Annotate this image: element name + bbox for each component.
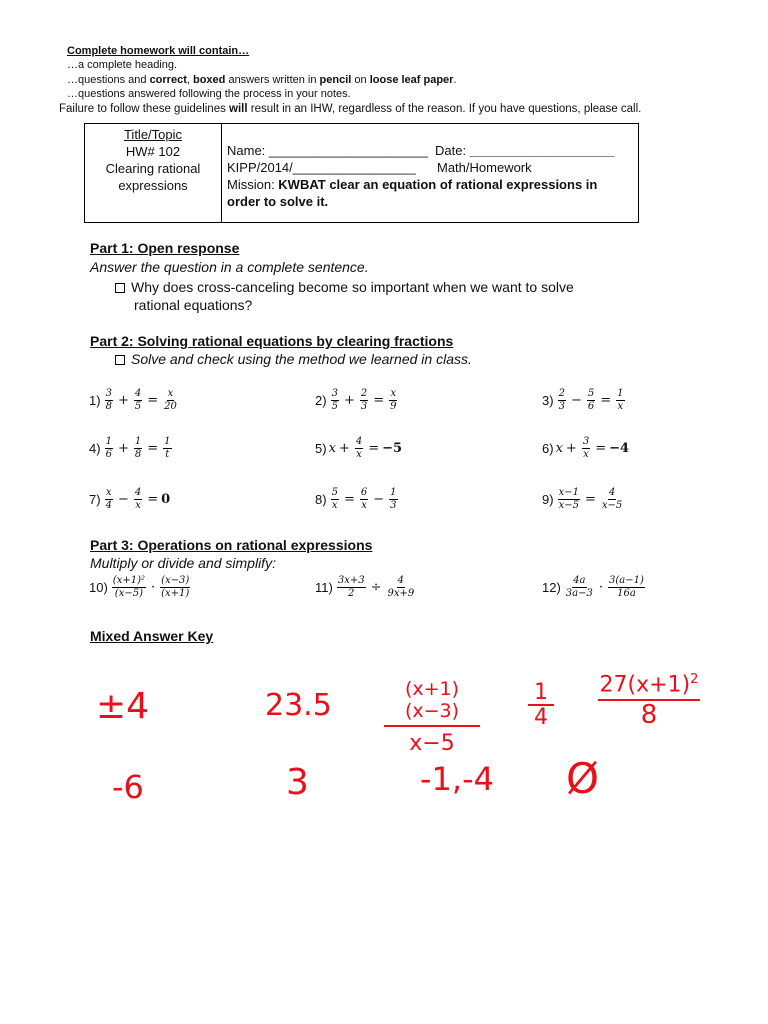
numerator: 4 — [397, 575, 405, 586]
denominator: 3 — [558, 401, 565, 412]
heading-table — [84, 123, 639, 223]
checkbox-icon[interactable] — [115, 355, 125, 365]
operator: = — [368, 441, 380, 456]
numerator: 3 — [582, 436, 590, 447]
fraction — [105, 436, 113, 461]
operator: = — [584, 492, 596, 507]
operator: + — [338, 441, 350, 456]
denominator: 2 — [348, 588, 355, 599]
problem-number: 4) — [89, 441, 101, 456]
operator: − — [570, 393, 582, 408]
answer-27-fraction: $27(x+1)^2$ 8 — [599, 672, 699, 731]
numerator: (x−3) — [161, 575, 190, 586]
numerator: x — [105, 487, 112, 498]
problem-9 — [542, 487, 625, 512]
denominator: 9x+9 — [387, 588, 415, 599]
date-field[interactable]: Date: ____________________ — [435, 143, 615, 158]
fraction — [105, 487, 113, 512]
problem-12 — [542, 575, 647, 600]
operator: = — [147, 393, 159, 408]
fraction — [134, 487, 142, 512]
fraction — [565, 575, 594, 600]
numerator: 6 — [360, 487, 368, 498]
answer-rational-expression: (x+1)(x−3) x−5 — [384, 678, 480, 756]
problem-number: 5) — [315, 441, 327, 456]
problem-2 — [315, 388, 400, 413]
denominator: 5 — [134, 401, 142, 412]
fraction — [331, 388, 339, 413]
numerator: 4 — [134, 487, 142, 498]
problem-number: 7) — [89, 492, 101, 507]
problem-number: 1) — [89, 393, 101, 408]
homework-requirements-title: Complete homework will contain… — [67, 45, 250, 57]
denominator: 3a−3 — [565, 588, 593, 599]
operator: · — [598, 580, 604, 595]
fraction — [134, 388, 142, 413]
numerator: 4a — [573, 575, 586, 586]
fraction — [105, 388, 113, 413]
problem-number: 8) — [315, 492, 327, 507]
fraction — [389, 388, 397, 413]
operator: = — [147, 492, 159, 507]
fraction — [360, 388, 368, 413]
numerator: (x+1)² — [112, 575, 145, 586]
denominator: x — [583, 449, 589, 460]
failure-warning: Failure to follow these guidelines will result in an IHW, regardless of the reason. If you have questions, please call. — [59, 103, 642, 115]
answer-3: 3 — [286, 762, 309, 803]
numerator: x — [390, 388, 397, 399]
denominator: 3 — [360, 401, 368, 412]
denominator: (x−5) — [114, 588, 143, 599]
denominator: x — [331, 500, 338, 511]
problem-11 — [315, 575, 417, 600]
fraction — [337, 575, 366, 600]
answer-empty-set: Ø — [566, 754, 600, 803]
numerator: 2 — [558, 388, 565, 399]
subject-label: Math/Homework — [437, 160, 532, 175]
operator: + — [117, 393, 129, 408]
denominator: 20 — [164, 401, 177, 412]
fraction — [112, 575, 146, 600]
fraction — [582, 436, 590, 461]
fraction — [558, 388, 566, 413]
problem-number: 3) — [542, 393, 554, 408]
requirement-process: …questions answered following the process in your notes. — [67, 88, 351, 100]
denominator: 8 — [134, 449, 142, 460]
topic-line-2: expressions — [118, 178, 188, 193]
fraction — [355, 436, 363, 461]
operator: + — [343, 393, 355, 408]
fraction — [331, 487, 339, 512]
denominator: x — [356, 449, 362, 460]
denominator: x−5 — [558, 500, 579, 511]
name-field[interactable]: Name: ______________________ — [227, 143, 428, 158]
heading-fields — [227, 142, 632, 210]
part3-heading: Part 3: Operations on rational expressions — [90, 537, 373, 553]
numerator: 4 — [355, 436, 363, 447]
part1-question: Why does cross-canceling become so important when we want to solve rational equations? — [115, 278, 574, 314]
operator: = — [343, 492, 355, 507]
numerator: 3 — [105, 388, 112, 399]
numerator: x−1 — [558, 487, 579, 498]
denominator: 9 — [390, 401, 397, 412]
fraction — [608, 575, 645, 600]
denominator: x — [135, 500, 141, 511]
numerator: 1 — [617, 388, 624, 399]
table-divider — [221, 124, 222, 222]
answer-one-fourth: 1 4 — [528, 682, 554, 730]
part3-instruction: Multiply or divide and simplify: — [90, 555, 276, 571]
numerator: 3(a−1) — [609, 575, 644, 586]
fraction — [389, 487, 397, 512]
numerator: 2 — [360, 388, 368, 399]
topic-line-1: Clearing rational — [105, 161, 201, 176]
denominator: 3 — [390, 500, 397, 511]
answer-negative-1-negative-4: -1,-4 — [420, 760, 494, 798]
problem-4 — [89, 436, 174, 461]
fraction — [163, 436, 171, 461]
operator: − — [117, 492, 129, 507]
answer-plus-minus-4: ±4 — [96, 686, 150, 727]
answer-key-heading: Mixed Answer Key — [90, 628, 214, 644]
requirement-answers: …questions and correct, boxed answers written in pencil on loose leaf paper. — [67, 74, 457, 86]
operator: − — [373, 492, 385, 507]
numerator: 1 — [164, 436, 171, 447]
problem-number: 9) — [542, 492, 554, 507]
part1-instruction: Answer the question in a complete sentence. — [90, 259, 369, 275]
denominator: x — [361, 500, 367, 511]
problem-number: 11) — [315, 580, 333, 595]
problem-8 — [315, 487, 400, 512]
math-term: x — [328, 441, 336, 456]
numerator: 4 — [134, 388, 142, 399]
problem-10 — [89, 575, 192, 600]
denominator: (x+1) — [161, 588, 190, 599]
operator: = — [600, 393, 612, 408]
mission-statement: Mission: KWBAT clear an equation of rational expressions in order to solve it. — [227, 177, 598, 209]
denominator: 4 — [105, 500, 112, 511]
fraction — [134, 436, 142, 461]
denominator: 6 — [587, 401, 595, 412]
operator: = — [147, 441, 159, 456]
title-topic-label: Title/Topic — [123, 127, 183, 142]
fraction — [386, 575, 415, 600]
operator: = — [373, 393, 385, 408]
problem-number: 2) — [315, 393, 327, 408]
numerator: 3x+3 — [337, 575, 365, 586]
numerator: 1 — [390, 487, 397, 498]
denominator: 16a — [617, 588, 636, 599]
numerator: 3 — [331, 388, 338, 399]
math-term: 0 — [161, 492, 171, 507]
fraction — [360, 487, 368, 512]
operator: ÷ — [370, 580, 382, 595]
numerator: x — [167, 388, 174, 399]
operator: + — [117, 441, 129, 456]
title-topic-cell — [85, 126, 221, 194]
denominator: 8 — [105, 401, 112, 412]
fraction — [616, 388, 624, 413]
problem-number: 6) — [542, 441, 554, 456]
math-term: −4 — [609, 441, 630, 456]
kipp-field[interactable]: KIPP/2014/_________________ — [227, 160, 416, 175]
part2-instruction: Solve and check using the method we learned in class. — [115, 351, 472, 367]
operator: · — [151, 580, 156, 595]
part1-heading: Part 1: Open response — [90, 240, 240, 256]
denominator: x−5 — [601, 500, 623, 511]
problem-7 — [89, 487, 170, 512]
math-term: x — [555, 441, 563, 456]
numerator: 1 — [134, 436, 142, 447]
numerator: 4 — [608, 487, 616, 498]
math-term: −5 — [382, 441, 403, 456]
problem-6 — [542, 436, 629, 461]
operator: + — [565, 441, 577, 456]
fraction — [163, 388, 178, 413]
answer-23-5: 23.5 — [265, 688, 332, 723]
problem-number: 10) — [89, 580, 108, 595]
part2-heading: Part 2: Solving rational equations by clearing fractions — [90, 333, 454, 349]
denominator: 5 — [331, 401, 338, 412]
problem-1 — [89, 388, 180, 413]
problem-number: 12) — [542, 580, 561, 595]
fraction — [558, 487, 580, 512]
numerator: 1 — [105, 436, 112, 447]
denominator: x — [617, 401, 624, 412]
problem-3 — [542, 388, 627, 413]
operator: = — [595, 441, 607, 456]
denominator: t — [165, 449, 170, 460]
numerator: 5 — [587, 388, 595, 399]
checkbox-icon[interactable] — [115, 283, 125, 293]
requirement-heading: …a complete heading. — [67, 59, 178, 71]
fraction — [601, 487, 623, 512]
fraction — [587, 388, 595, 413]
denominator: 6 — [105, 449, 112, 460]
answer-negative-6: -6 — [112, 768, 144, 806]
fraction — [160, 575, 190, 600]
homework-number: HW# 102 — [125, 144, 181, 159]
numerator: 5 — [331, 487, 338, 498]
problem-5 — [315, 436, 402, 461]
